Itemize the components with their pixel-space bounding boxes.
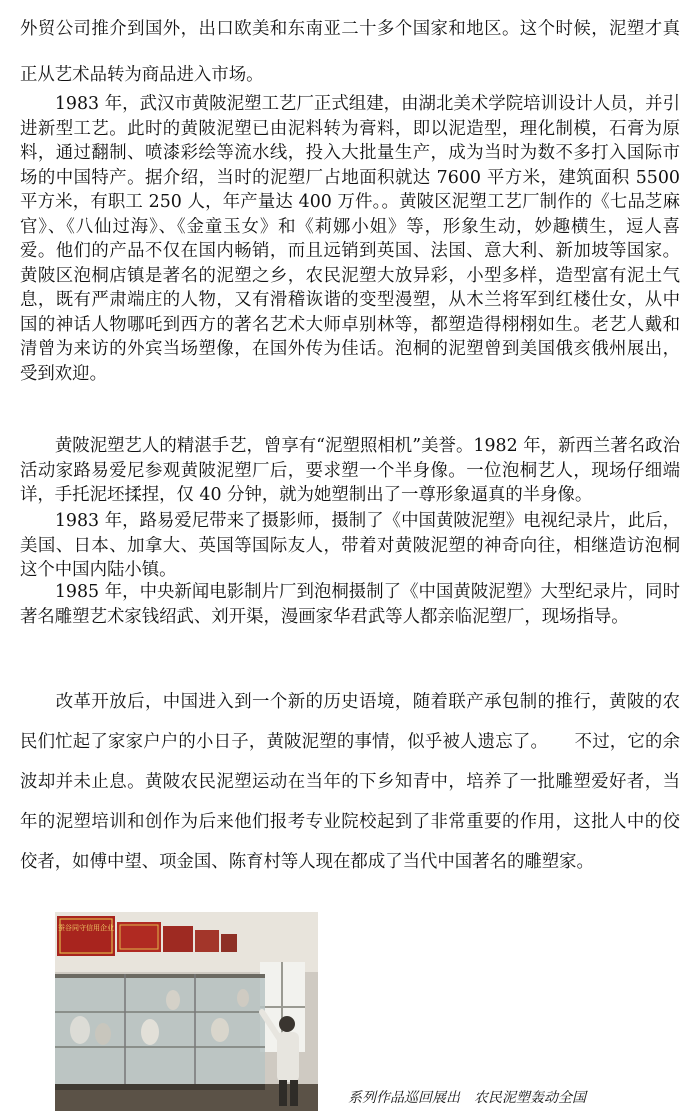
exhibition-photo [55, 912, 318, 1111]
paragraph-5: 1985 年，中央新闻电影制片厂到泡桐摄制了《中国黄陂泥塑》大型纪录片，同时著名雕塑艺术家钱绍武、刘开渠，漫画家华君武等人都亲临泥塑厂，现场指导。 [20, 582, 680, 627]
paragraph-1: 外贸公司推介到国外，出口欧美和东南亚二十多个国家和地区。这个时候，泥塑才真正从艺术品转为商品进入市场。 [20, 19, 680, 85]
paragraph-3: 黄陂泥塑艺人的精湛手艺，曾享有“泥塑照相机”美誉。1982 年，新西兰著名政治活动家路易爱尼参观黄陂泥塑厂后，要求塑一个半身像。一位泡桐艺人，现场仔细端详，手托泥坯揉捏，仅 40 分钟，就为她塑制出了一尊形象逼真的半身像。 [20, 436, 680, 505]
photo-caption: 系列作品巡回展出 农民泥塑轰动全国 [348, 1090, 586, 1106]
exhibition-photo-illustration [55, 912, 318, 1111]
paragraph-4: 1983 年，路易爱尼带来了摄影师，摄制了《中国黄陂泥塑》电视纪录片，此后，美国、日本、加拿大、英国等国际友人，带着对黄陂泥塑的神奇向往，相继造访泡桐这个中国内陆小镇。 [20, 511, 680, 580]
paragraph-6: 改革开放后，中国进入到一个新的历史语境，随着联产承包制的推行，黄陂的农民们忙起了家家户户的小日子，黄陂泥塑的事情，似乎被人遗忘了。 不过，它的余波却并未止息。黄陂农民泥塑运动在当年的下乡知青中，培养了一批雕塑爱好者，当年的泥塑培训和创作为后来他们报考专业院校起到了非常重要的作用，这批人中的佼佼者，如傅中望、项金国、陈育村等人现在都成了当代中国著名的雕塑家。 [20, 692, 680, 872]
paragraph-2: 1983 年，武汉市黄陂泥塑工艺厂正式组建，由湖北美术学院培训设计人员，并引进新型工艺。此时的黄陂泥塑已由泥料转为膏料，即以泥造型，理化制模，石膏为原料，通过翻制、喷漆彩绘等流水线，投入大批量生产，成为当时为数不多打入国际市场的中国特产。据介绍，当时的泥塑厂占地面积就达 7600 平方米，建筑面积 5500 平方米，有职工 250 人，年产量达 400 万件。。黄陂区泥塑工艺厂制作的《七品芝麻官》、《八仙过海》、《金童玉女》和《莉娜小姐》等，形象生动，妙趣横生，逗人喜爱。他们的产品不仅在国内畅销，而且远销到英国、法国、意大利、新加坡等国家。黄陂区泡桐店镇是著名的泥塑之乡，农民泥塑大放异彩，小型多样，造型富有泥土气息，既有严肃端庄的人物，又有滑稽诙谐的变型漫塑，从木兰将军到红楼仕女，从中国的神话人物哪吒到西方的著名艺术大师卓别林等，都塑造得栩栩如生。老艺人戴和清曾为来访的外宾当场塑像，在国外传为佳话。泡桐的泥塑曾到美国俄亥俄州展出，受到欢迎。 [20, 94, 680, 384]
banner-text: 蚕谷同守信用企业 [58, 924, 114, 932]
